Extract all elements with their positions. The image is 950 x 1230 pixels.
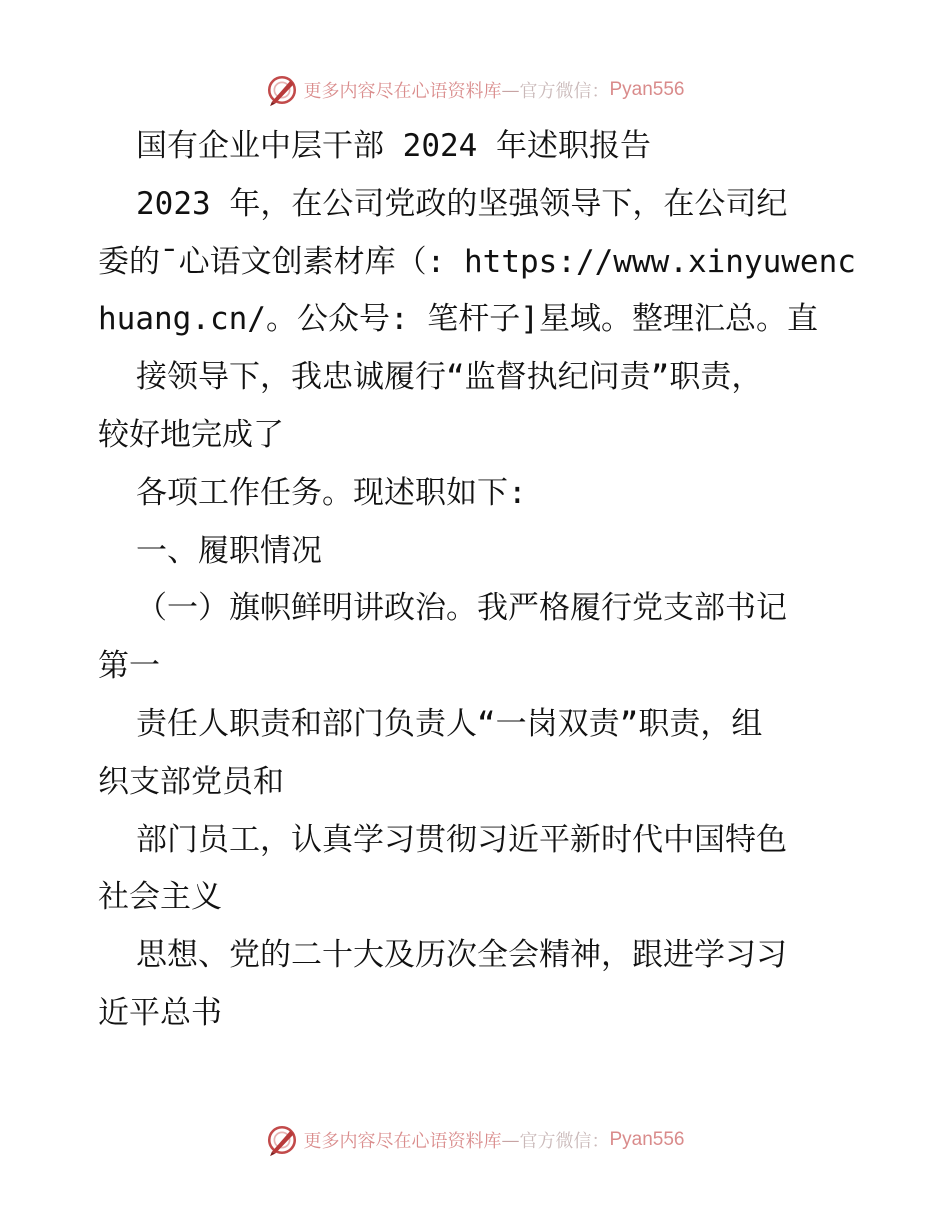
section-heading: 一、履职情况 <box>136 532 322 569</box>
text-line: 委的¯心语文创素材库（: https://www.xinyuwenc <box>98 243 856 280</box>
watermark-main-text: 更多内容尽在心语资料库 <box>303 1131 502 1152</box>
text-line: 较好地完成了 <box>98 416 284 453</box>
watermark-wechat-id: Pyan556 <box>609 1129 685 1150</box>
text-line: （一）旗帜鲜明讲政治。我严格履行党支部书记 <box>136 590 787 627</box>
text-line: huang.cn/。公众号: 笔杆子]星域。整理汇总。直 <box>98 301 818 338</box>
watermark-sub-text: 官方微信： <box>519 81 610 102</box>
watermark-dash: — <box>501 79 520 101</box>
text-line: 责任人职责和部门负责人“一岗双责”职责，组 <box>136 705 763 742</box>
text-line: 2023 年，在公司党政的坚强领导下，在公司纪 <box>136 185 788 222</box>
text-line: 第一 <box>98 648 160 685</box>
watermark-footer <box>0 1120 950 1160</box>
text-line: 接领导下，我忠诚履行“监督执纪问责”职责， <box>136 359 763 396</box>
text-line: 各项工作任务。现述职如下: <box>136 474 527 511</box>
pen-logo-icon <box>265 1123 299 1157</box>
text-line: 社会主义 <box>98 879 222 916</box>
text-line: 部门员工，认真学习贯彻习近平新时代中国特色 <box>136 821 787 858</box>
watermark-header <box>0 70 950 110</box>
text-line: 思想、党的二十大及历次全会精神，跟进学习习 <box>136 937 787 974</box>
watermark-wechat-id: Pyan556 <box>609 79 685 100</box>
watermark-dash: — <box>501 1129 520 1151</box>
text-line: 织支部党员和 <box>98 763 284 800</box>
text-line: 近平总书 <box>98 994 222 1031</box>
watermark-main-text: 更多内容尽在心语资料库 <box>303 81 502 102</box>
pen-logo-icon <box>265 73 299 107</box>
document-title: 国有企业中层干部 2024 年述职报告 <box>136 128 651 164</box>
document-body <box>98 118 858 1043</box>
watermark-sub-text: 官方微信： <box>519 1131 610 1152</box>
